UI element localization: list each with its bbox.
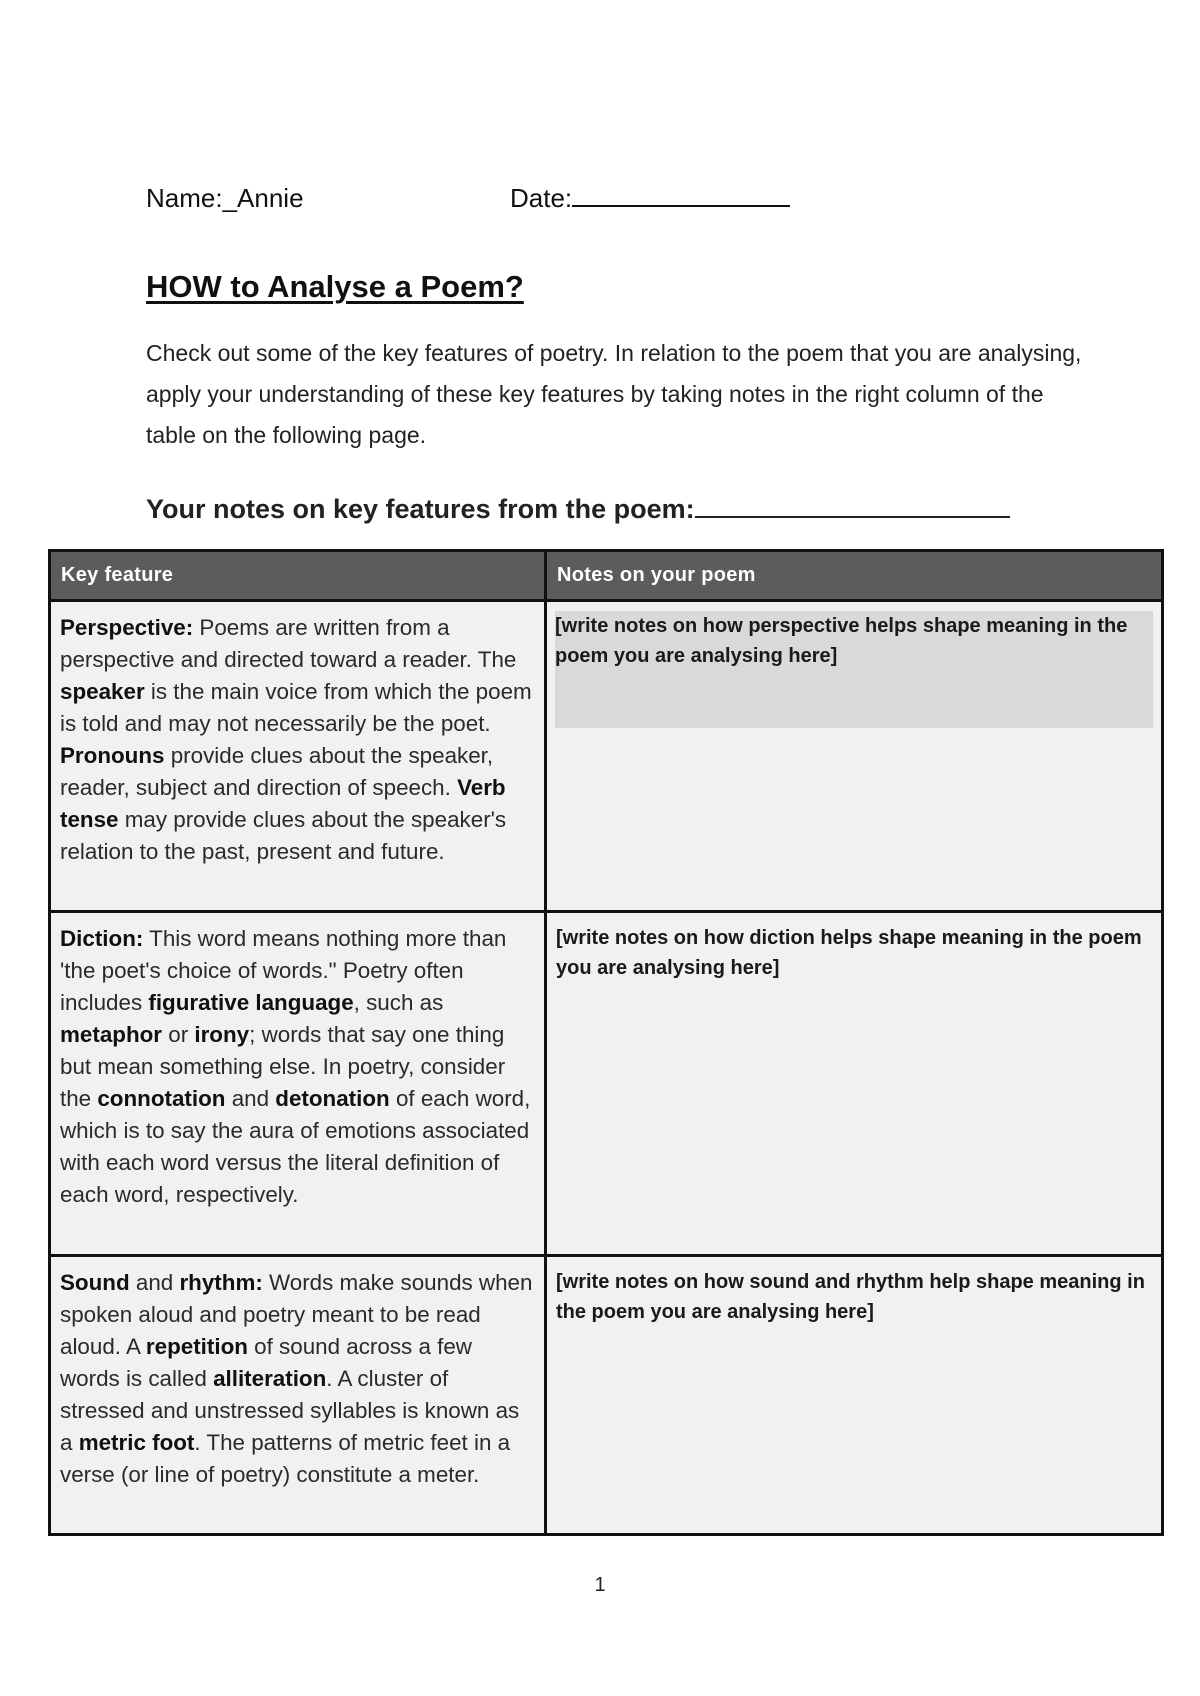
page-number: 1 bbox=[594, 1574, 606, 1596]
table-row bbox=[50, 601, 1163, 912]
feature-text: and bbox=[129, 1270, 180, 1295]
feature-text: of sound across a few words is called bbox=[60, 1334, 472, 1391]
feature-term: Diction: bbox=[60, 926, 144, 951]
feature-text: Poems are written from a perspective and directed toward a reader. The bbox=[60, 615, 517, 672]
feature-cell-diction bbox=[50, 912, 546, 1256]
page-title: HOW to Analyse a Poem? bbox=[146, 269, 524, 304]
date-blank bbox=[572, 183, 790, 207]
feature-text: is the main voice from which the poem is told and may not necessarily be the poet. bbox=[60, 679, 532, 736]
feature-keyword: detonation bbox=[275, 1086, 390, 1111]
notes-cell-sound-rhythm[interactable] bbox=[546, 1256, 1163, 1535]
feature-keyword: metaphor bbox=[60, 1022, 163, 1047]
feature-text: may provide clues about the speaker's relation to the past, present and future. bbox=[60, 807, 507, 864]
header-key-feature: Key feature bbox=[50, 551, 546, 601]
notes-subtitle bbox=[146, 492, 1010, 526]
feature-text: Words make sounds when spoken aloud and poetry meant to be read aloud. A bbox=[60, 1270, 533, 1359]
header-notes: Notes on your poem bbox=[546, 551, 1163, 601]
subtitle-text: Your notes on key features from the poem: bbox=[146, 494, 695, 524]
feature-keyword: Pronouns bbox=[60, 743, 165, 768]
feature-keyword: metric foot bbox=[78, 1430, 195, 1455]
feature-text: . The patterns of metric feet in a verse (or line of poetry) constitute a meter. bbox=[60, 1430, 511, 1487]
feature-text: and bbox=[225, 1086, 276, 1111]
name-line bbox=[146, 182, 304, 214]
date-line bbox=[510, 182, 790, 214]
feature-text: of each word, which is to say the aura of emotions associated with each word versus the literal definition of each word, respectively. bbox=[60, 1086, 531, 1207]
feature-text: . A cluster of stressed and unstressed syllables is known as a bbox=[60, 1366, 520, 1455]
table-row bbox=[50, 912, 1163, 1256]
feature-term: Sound bbox=[60, 1270, 130, 1295]
poem-title-blank bbox=[695, 492, 1010, 518]
feature-text: , such as bbox=[353, 990, 444, 1015]
feature-term: rhythm: bbox=[179, 1270, 263, 1295]
notes-prompt-sound-rhythm[interactable]: [write notes on how sound and rhythm help shape meaning in the poem you are analysing here] bbox=[556, 1271, 1145, 1323]
feature-text: or bbox=[162, 1022, 195, 1047]
feature-text: This word means nothing more than 'the poet's choice of words." Poetry often includes bbox=[60, 926, 507, 1015]
feature-cell-sound-rhythm bbox=[50, 1256, 546, 1535]
notes-prompt-perspective[interactable]: [write notes on how perspective helps shape meaning in the poem you are analysing here] bbox=[555, 611, 1153, 728]
intro-paragraph: Check out some of the key features of poetry. In relation to the poem that you are analysing, apply your understanding of these key features by taking notes in the right column of the table on the following page. bbox=[146, 340, 1082, 448]
feature-keyword: alliteration bbox=[213, 1366, 327, 1391]
table-header-row bbox=[50, 551, 1163, 601]
feature-text: provide clues about the speaker, reader, subject and direction of speech. bbox=[60, 743, 494, 800]
feature-keyword: connotation bbox=[97, 1086, 226, 1111]
feature-cell-perspective bbox=[50, 601, 546, 912]
notes-cell-perspective[interactable] bbox=[546, 601, 1163, 912]
feature-keyword: figurative language bbox=[148, 990, 354, 1015]
key-features-table bbox=[48, 549, 1164, 1536]
feature-keyword: repetition bbox=[145, 1334, 248, 1359]
feature-keyword: Verb tense bbox=[60, 775, 506, 832]
name-value: _Annie bbox=[222, 183, 304, 213]
feature-keyword: speaker bbox=[60, 679, 145, 704]
notes-cell-diction[interactable] bbox=[546, 912, 1163, 1256]
feature-keyword: irony bbox=[194, 1022, 250, 1047]
feature-term: Perspective: bbox=[60, 615, 194, 640]
table-row bbox=[50, 1256, 1163, 1535]
name-label: Name: bbox=[146, 183, 223, 213]
feature-text: ; words that say one thing but mean something else. In poetry, consider the bbox=[60, 1022, 506, 1111]
notes-prompt-diction[interactable]: [write notes on how diction helps shape meaning in the poem you are analysing here] bbox=[556, 927, 1142, 979]
date-label: Date: bbox=[510, 183, 573, 213]
